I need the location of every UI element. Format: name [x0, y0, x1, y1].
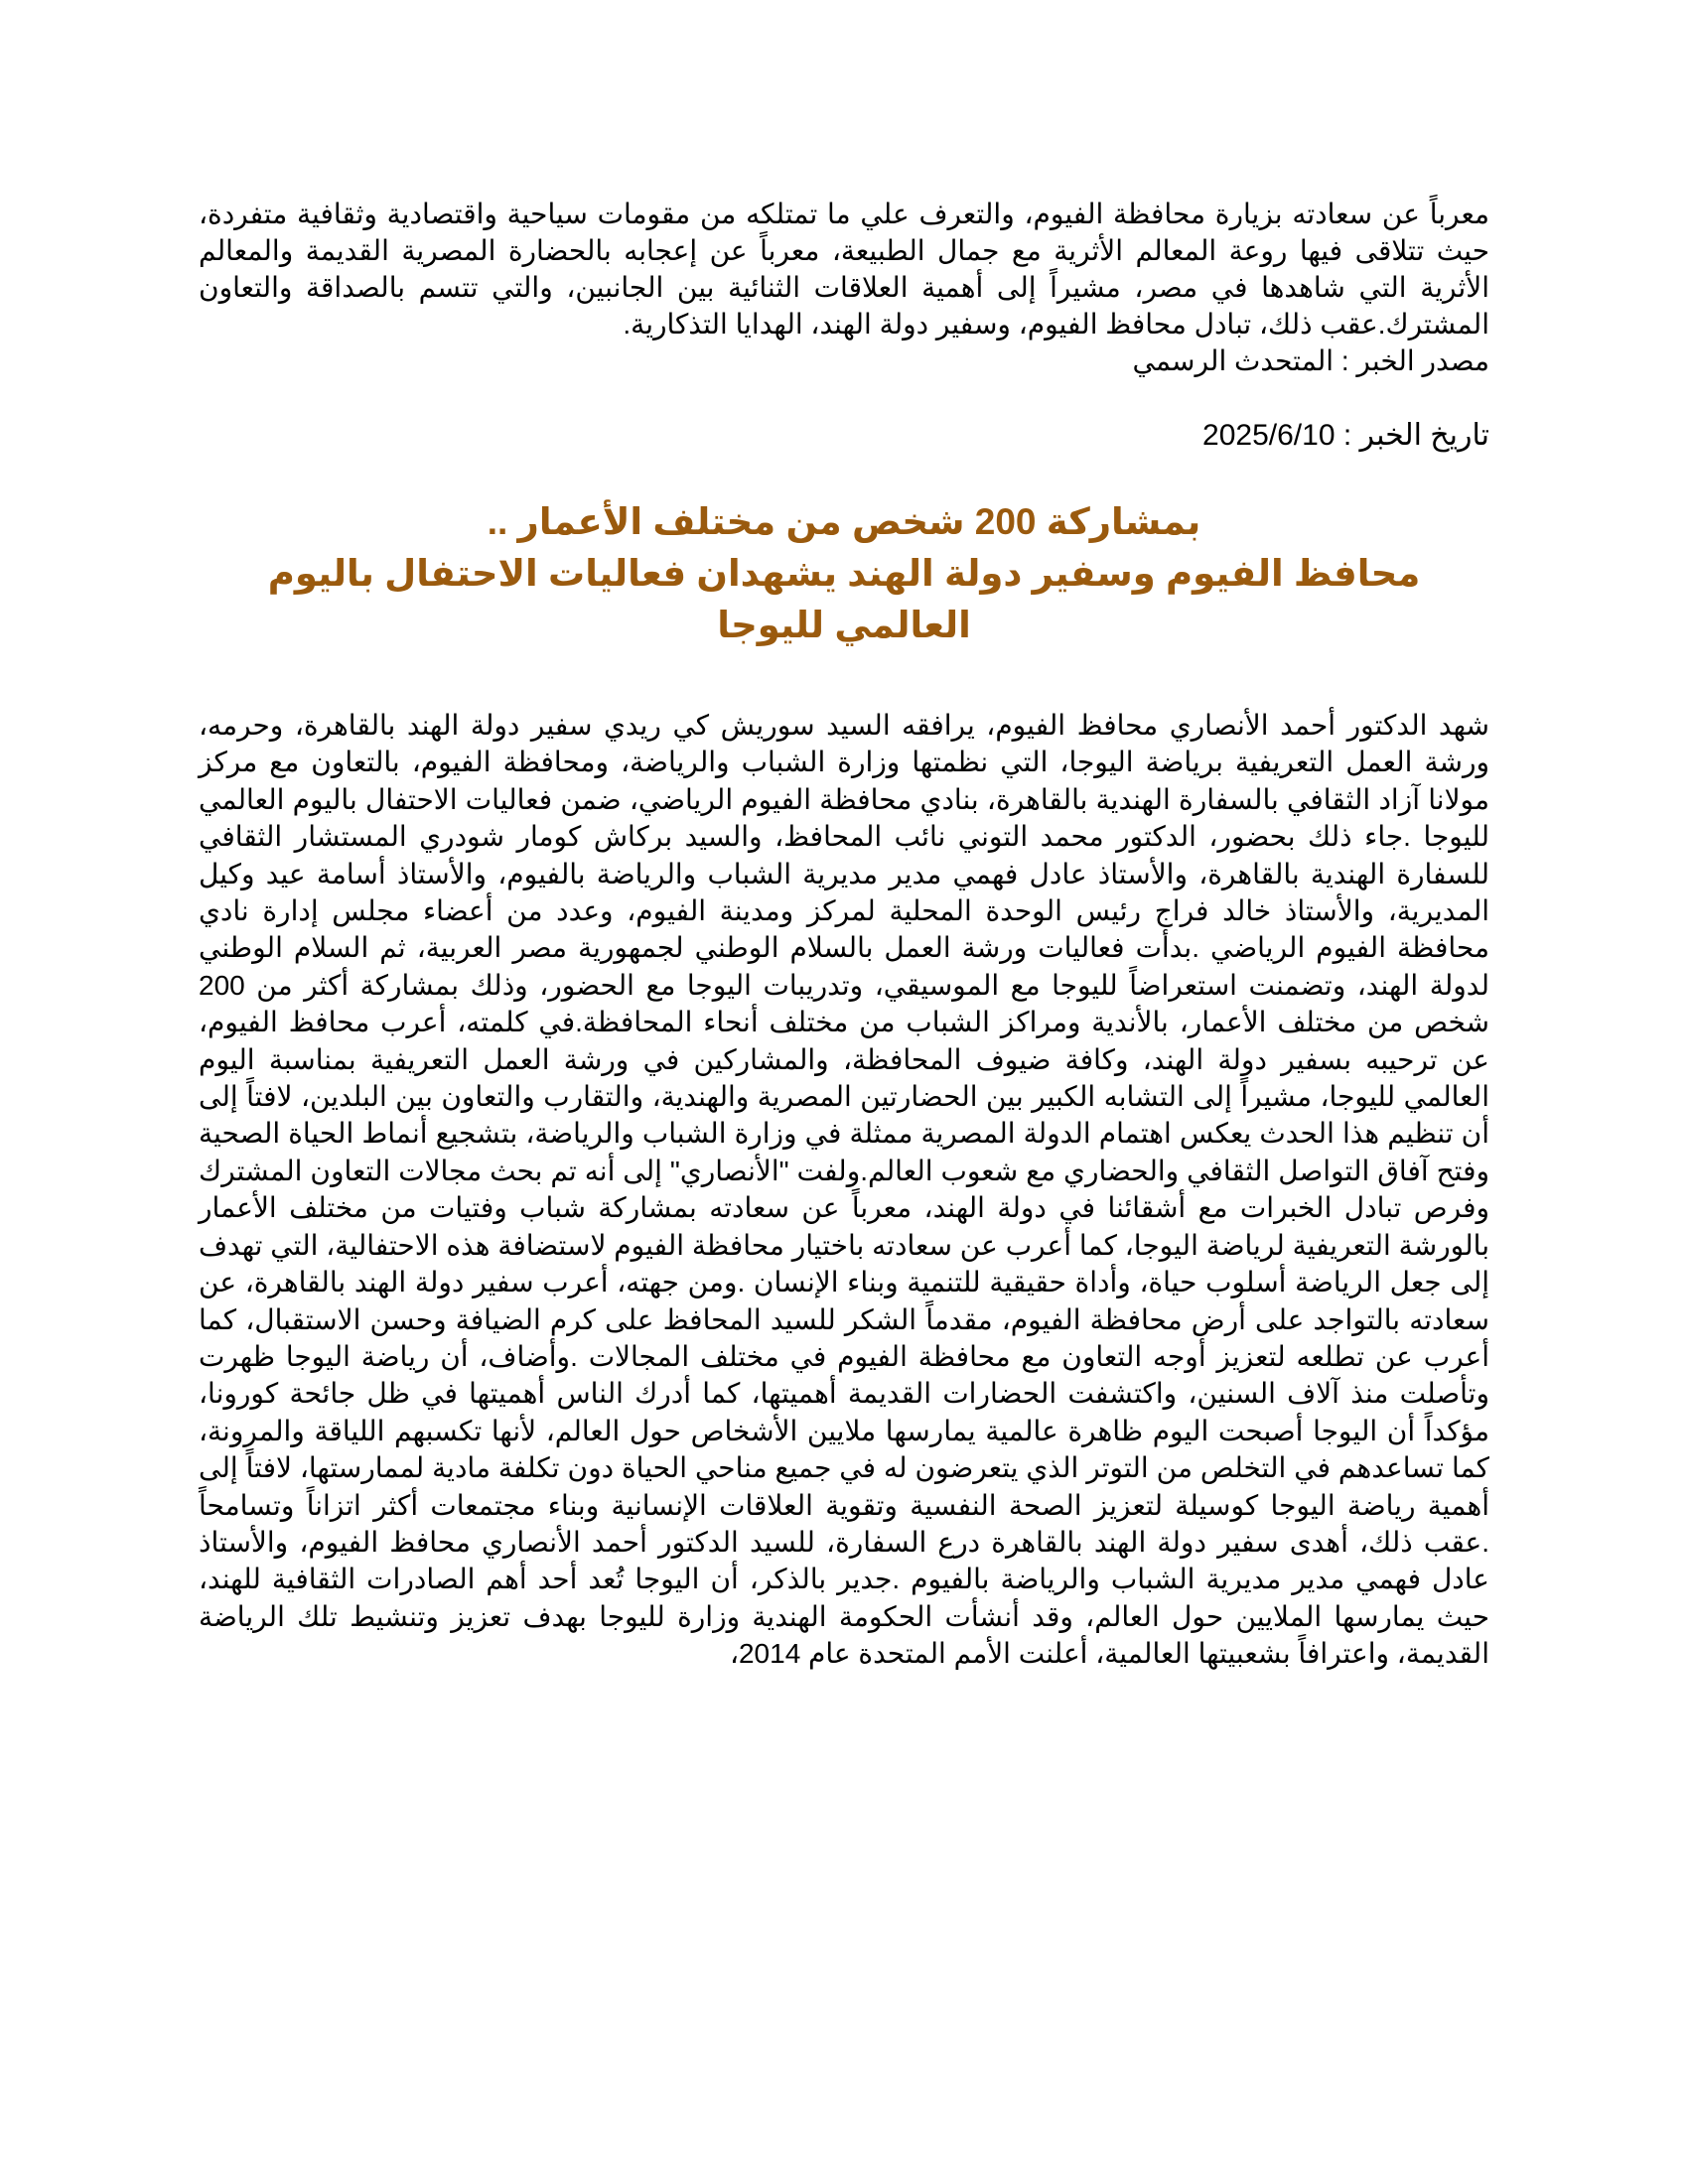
- headline-line-2: محافظ الفيوم وسفير دولة الهند يشهدان فعاليات الاحتفال باليوم العالمي لليوجا: [267, 553, 1421, 645]
- intro-paragraph: معرباً عن سعادته بزيارة محافظة الفيوم، والتعرف علي ما تمتلكه من مقومات سياحية واقتصادية وثقافية متفردة، حيث تتلاقى فيها روعة المعالم الأثرية مع جمال الطبيعة، معرباً عن إعجابه بالحضارة المصرية القديمة والمعالم الأثرية التي شاهدها في مصر، مشيراً إلى أهمية العلاقات الثنائية بين الجانبين، والتي تتسم بالصداقة والتعاون المشترك.عقب ذلك، تبادل محافظ الفيوم، وسفير دولة الهند، الهدايا التذكارية.: [199, 199, 1489, 340]
- news-source: مصدر الخبر : المتحدث الرسمي: [1132, 345, 1489, 376]
- news-date: تاريخ الخبر : 2025/6/10: [1202, 419, 1489, 452]
- article-headline: [199, 496, 1489, 651]
- article-body: شهد الدكتور أحمد الأنصاري محافظ الفيوم، يرافقه السيد سوريش كي ريدي سفير دولة الهند بالقاهرة، وحرمه، ورشة العمل التعريفية برياضة اليوجا، التي نظمتها وزارة الشباب والرياضة، ومحافظة الفيوم، بالتعاون مع مركز مولانا آزاد الثقافي بالسفارة الهندية بالقاهرة، بنادي محافظة الفيوم الرياضي، ضمن فعاليات الاحتفال باليوم العالمي لليوجا .جاء ذلك بحضور، الدكتور محمد التوني نائب المحافظ، والسيد بركاش كومار شودري المستشار الثقافي للسفارة الهندية بالقاهرة، والأستاذ عادل فهمي مدير مديرية الشباب والرياضة بالفيوم، والأستاذ أسامة عيد وكيل المديرية، والأستاذ خالد فراج رئيس الوحدة المحلية لمركز ومدينة الفيوم، وعدد من أعضاء مجلس إدارة نادي محافظة الفيوم الرياضي .بدأت فعاليات ورشة العمل بالسلام الوطني لجمهورية مصر العربية، ثم السلام الوطني لدولة الهند، وتضمنت استعراضاً لليوجا مع الموسيقي، وتدريبات اليوجا مع الحضور، وذلك بمشاركة أكثر من 200 شخص من مختلف الأعمار، بالأندية ومراكز الشباب من مختلف أنحاء المحافظة.في كلمته، أعرب محافظ الفيوم، عن ترحيبه بسفير دولة الهند، وكافة ضيوف المحافظة، والمشاركين في ورشة العمل التعريفية بمناسبة اليوم العالمي لليوجا، مشيراً إلى التشابه الكبير بين الحضارتين المصرية والهندية، والتقارب والتعاون بين البلدين، لافتاً إلى أن تنظيم هذا الحدث يعكس اهتمام الدولة المصرية ممثلة في وزارة الشباب والرياضة، بتشجيع أنماط الحياة الصحية وفتح آفاق التواصل الثقافي والحضاري مع شعوب العالم.ولفت "الأنصاري" إلى أنه تم بحث مجالات التعاون المشترك وفرص تبادل الخبرات مع أشقائنا في دولة الهند، معرباً عن سعادته بمشاركة شباب وفتيات من مختلف الأعمار بالورشة التعريفية لرياضة اليوجا، كما أعرب عن سعادته باختيار محافظة الفيوم لاستضافة هذه الاحتفالية، التي تهدف إلى جعل الرياضة أسلوب حياة، وأداة حقيقية للتنمية وبناء الإنسان .ومن جهته، أعرب سفير دولة الهند بالقاهرة، عن سعادته بالتواجد على أرض محافظة الفيوم، مقدماً الشكر للسيد المحافظ على كرم الضيافة وحسن الاستقبال، كما أعرب عن تطلعه لتعزيز أوجه التعاون مع محافظة الفيوم في مختلف المجالات .وأضاف، أن رياضة اليوجا ظهرت وتأصلت منذ آلاف السنين، واكتشفت الحضارات القديمة أهميتها، كما أدرك الناس أهميتها في ظل جائحة كورونا، مؤكداً أن اليوجا أصبحت اليوم ظاهرة عالمية يمارسها ملايين الأشخاص حول العالم، لأنها تكسبهم اللياقة والمرونة، كما تساعدهم في التخلص من التوتر الذي يتعرضون له في جميع مناحي الحياة دون تكلفة مادية لممارستها، لافتاً إلى أهمية رياضة اليوجا كوسيلة لتعزيز الصحة النفسية وتقوية العلاقات الإنسانية وبناء مجتمعات أكثر اتزاناً وتسامحاً .عقب ذلك، أهدى سفير دولة الهند بالقاهرة درع السفارة، للسيد الدكتور أحمد الأنصاري محافظ الفيوم، والأستاذ عادل فهمي مدير مديرية الشباب والرياضة بالفيوم .جدير بالذكر، أن اليوجا تُعد أحد أهم الصادرات الثقافية للهند، حيث يمارسها الملايين حول العالم، وقد أنشأت الحكومة الهندية وزارة لليوجا بهدف تعزيز وتنشيط تلك الرياضة القديمة، واعترافاً بشعبيتها العالمية، أعلنت الأمم المتحدة عام 2014،: [199, 710, 1490, 1670]
- headline-line-1: بمشاركة 200 شخص من مختلف الأعمار ..: [487, 501, 1201, 542]
- document-content: [199, 196, 1489, 1673]
- previous-article-tail: [199, 196, 1489, 379]
